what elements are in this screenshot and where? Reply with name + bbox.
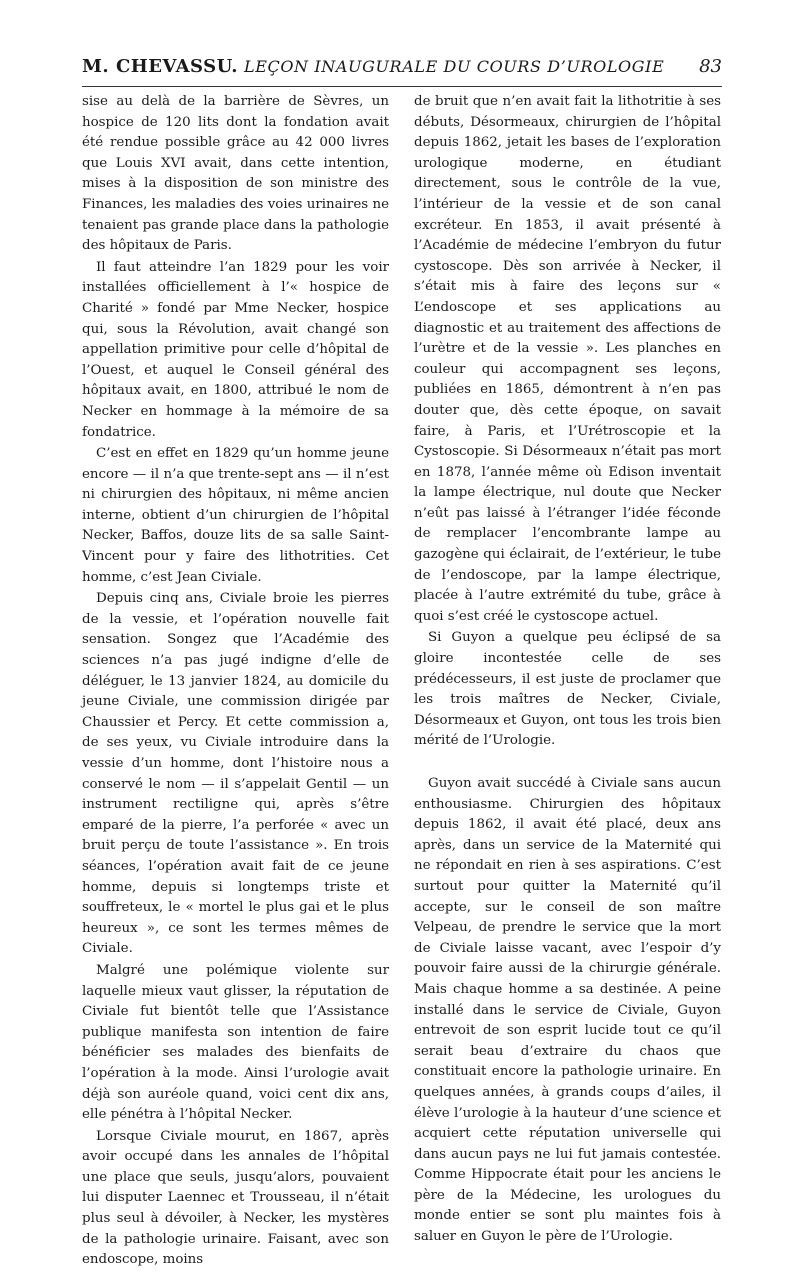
paragraph: C’est en effet en 1829 qu’un homme jeune encore — il n’a que trente-sept ans — il n’est ni chirurgien des hôpitaux, ni même ancien interne, obtient d’un chirurgien de l’hôpital Necker, Baffos, douze lits de sa salle Saint-Vincent pour y faire des lithotrities. Cet homme, c’est Jean Civiale.: [82, 446, 389, 585]
paragraph: Malgré une polémique violente sur laquelle mieux vaut glisser, la réputation de Civiale fut bientôt telle que l’Assistance publique manifesta son intention de faire bénéficier ses malades des bienfaits de l’opération à la mode. Ainsi l’urologie avait déjà son auréole quand, voici cent dix ans, elle pénétra à l’hôpital Necker.: [82, 962, 389, 1123]
page-number: 83: [699, 56, 722, 77]
right-column: [414, 92, 721, 1249]
paragraph: Si Guyon a quelque peu éclipsé de sa gloire incontestée celle de ses prédécesseurs, il est juste de proclamer que les trois maîtres de Necker, Civiale, Désormeaux et Guyon, ont tous les trois bien mérité de l’Urologie.: [414, 630, 721, 749]
left-column: [82, 92, 389, 1272]
header-author: M. CHEVASSU.: [82, 56, 238, 77]
running-header: [82, 56, 722, 87]
paragraph: Guyon avait succédé à Civiale sans aucun enthousiasme. Chirurgien des hôpitaux depuis 1862, il avait été placé, deux ans après, dans un service de la Maternité qui ne répondait en rien à ses aspirations. C’est surtout pour quitter la Maternité qu’il accepte, sur le conseil de son maître Velpeau, de prendre le service que la mort de Civiale laisse vacant, avec l’espoir d’y pouvoir faire aussi de la chirurgie générale. Mais chaque homme a sa destinée. A peine installé dans le service de Civiale, Guyon entrevoit de son esprit lucide tout ce qu’il serait beau d’extraire du chaos que constituait encore la pathologie urinaire. En quelques années, à grands coups d’ailes, il élève l’urologie à la hauteur d’une science et acquiert cette réputation universelle qui dans aucun pays ne lui fut jamais contestée. Comme Hippocrate était pour les anciens le père de la Médecine, les urologues du monde entier se sont plu maintes fois à saluer en Guyon le père de l’Urologie.: [414, 776, 721, 1245]
header-title: LEÇON INAUGURALE DU COURS D’UROLOGIE: [243, 57, 665, 76]
paragraph: Depuis cinq ans, Civiale broie les pierres de la vessie, et l’opération nouvelle fait sensation. Songez que l’Académie des sciences n’a pas jugé indigne d’elle de déléguer, le 13 janvier 1824, au domicile du jeune Civiale, une commission dirigée par Chaussier et Percy. Et cette commission a, de ses yeux, vu Civiale introduire dans la vessie d’un homme, dont l’histoire nous a conservé le nom — il s’appelait Gentil — un instrument rectiligne qui, après s’être emparé de la pierre, l’a perforée « avec un bruit perçu de toute l’assistance ». En trois séances, l’opération avait fait de ce jeune homme, depuis si longtemps triste et souffreteux, le « mortel le plus gai et le plus heureux », ce sont les termes mêmes de Civiale.: [82, 591, 389, 957]
paragraph: Lorsque Civiale mourut, en 1867, après avoir occupé dans les annales de l’hôpital une place que seuls, jusqu’alors, pouvaient lui disputer Laennec et Trousseau, il n’était plus seul à dévoiler, à Necker, les mystères de la pathologie urinaire. Faisant, avec son endoscope, moins: [82, 1128, 389, 1268]
paragraph: Il faut atteindre l’an 1829 pour les voir installées officiellement à l’« hospice de Charité » fondé par Mme Necker, hospice qui, sous la Révolution, avait changé son appellation primitive pour celle d’hôpital de l’Ouest, et auquel le Conseil général des hôpitaux avait, en 1800, attribué le nom de Necker en hommage à la mémoire de sa fondatrice.: [82, 259, 389, 440]
paragraph: de bruit que n’en avait fait la lithotritie à ses débuts, Désormeaux, chirurgien de l’hôpital depuis 1862, jetait les bases de l’exploration urologique moderne, en étudiant directement, sous le contrôle de la vue, l’intérieur de la vessie et de son canal excréteur. En 1853, il avait présenté à l’Académie de médecine l’embryon du futur cystoscope. Dès son arrivée à Necker, il s’était mis à faire des leçons sur « L’endoscope et ses applications au diagnostic et au traitement des affections de l’urètre et de la vessie ». Les planches en couleur qui accompagnent ses leçons, publiées en 1865, démontrent à n’en pas douter que, dès cette époque, on savait faire, à Paris, et l’Urétroscopie et la Cystoscopie. Si Désormeaux n’était pas mort en 1878, l’année même où Edison inventait la lampe électrique, nul doute que Necker n’eût pas laissé à l’étranger l’idée féconde de remplacer l’encombrante lampe au gazogène qui éclairait, de l’extérieur, le tube de l’endoscope, par la lampe électrique, placée à l’autre extrémité du tube, grâce à quoi s’est créé le cystoscope actuel.: [414, 94, 721, 624]
paragraph: sise au delà de la barrière de Sèvres, un hospice de 120 lits dont la fondation avait été rendue possible grâce au 42 000 livres que Louis XVI avait, dans cette intention, mises à la disposition de son ministre des Finances, les maladies des voies urinaires ne tenaient pas grande place dans la pathologie des hôpitaux de Paris.: [82, 94, 389, 254]
